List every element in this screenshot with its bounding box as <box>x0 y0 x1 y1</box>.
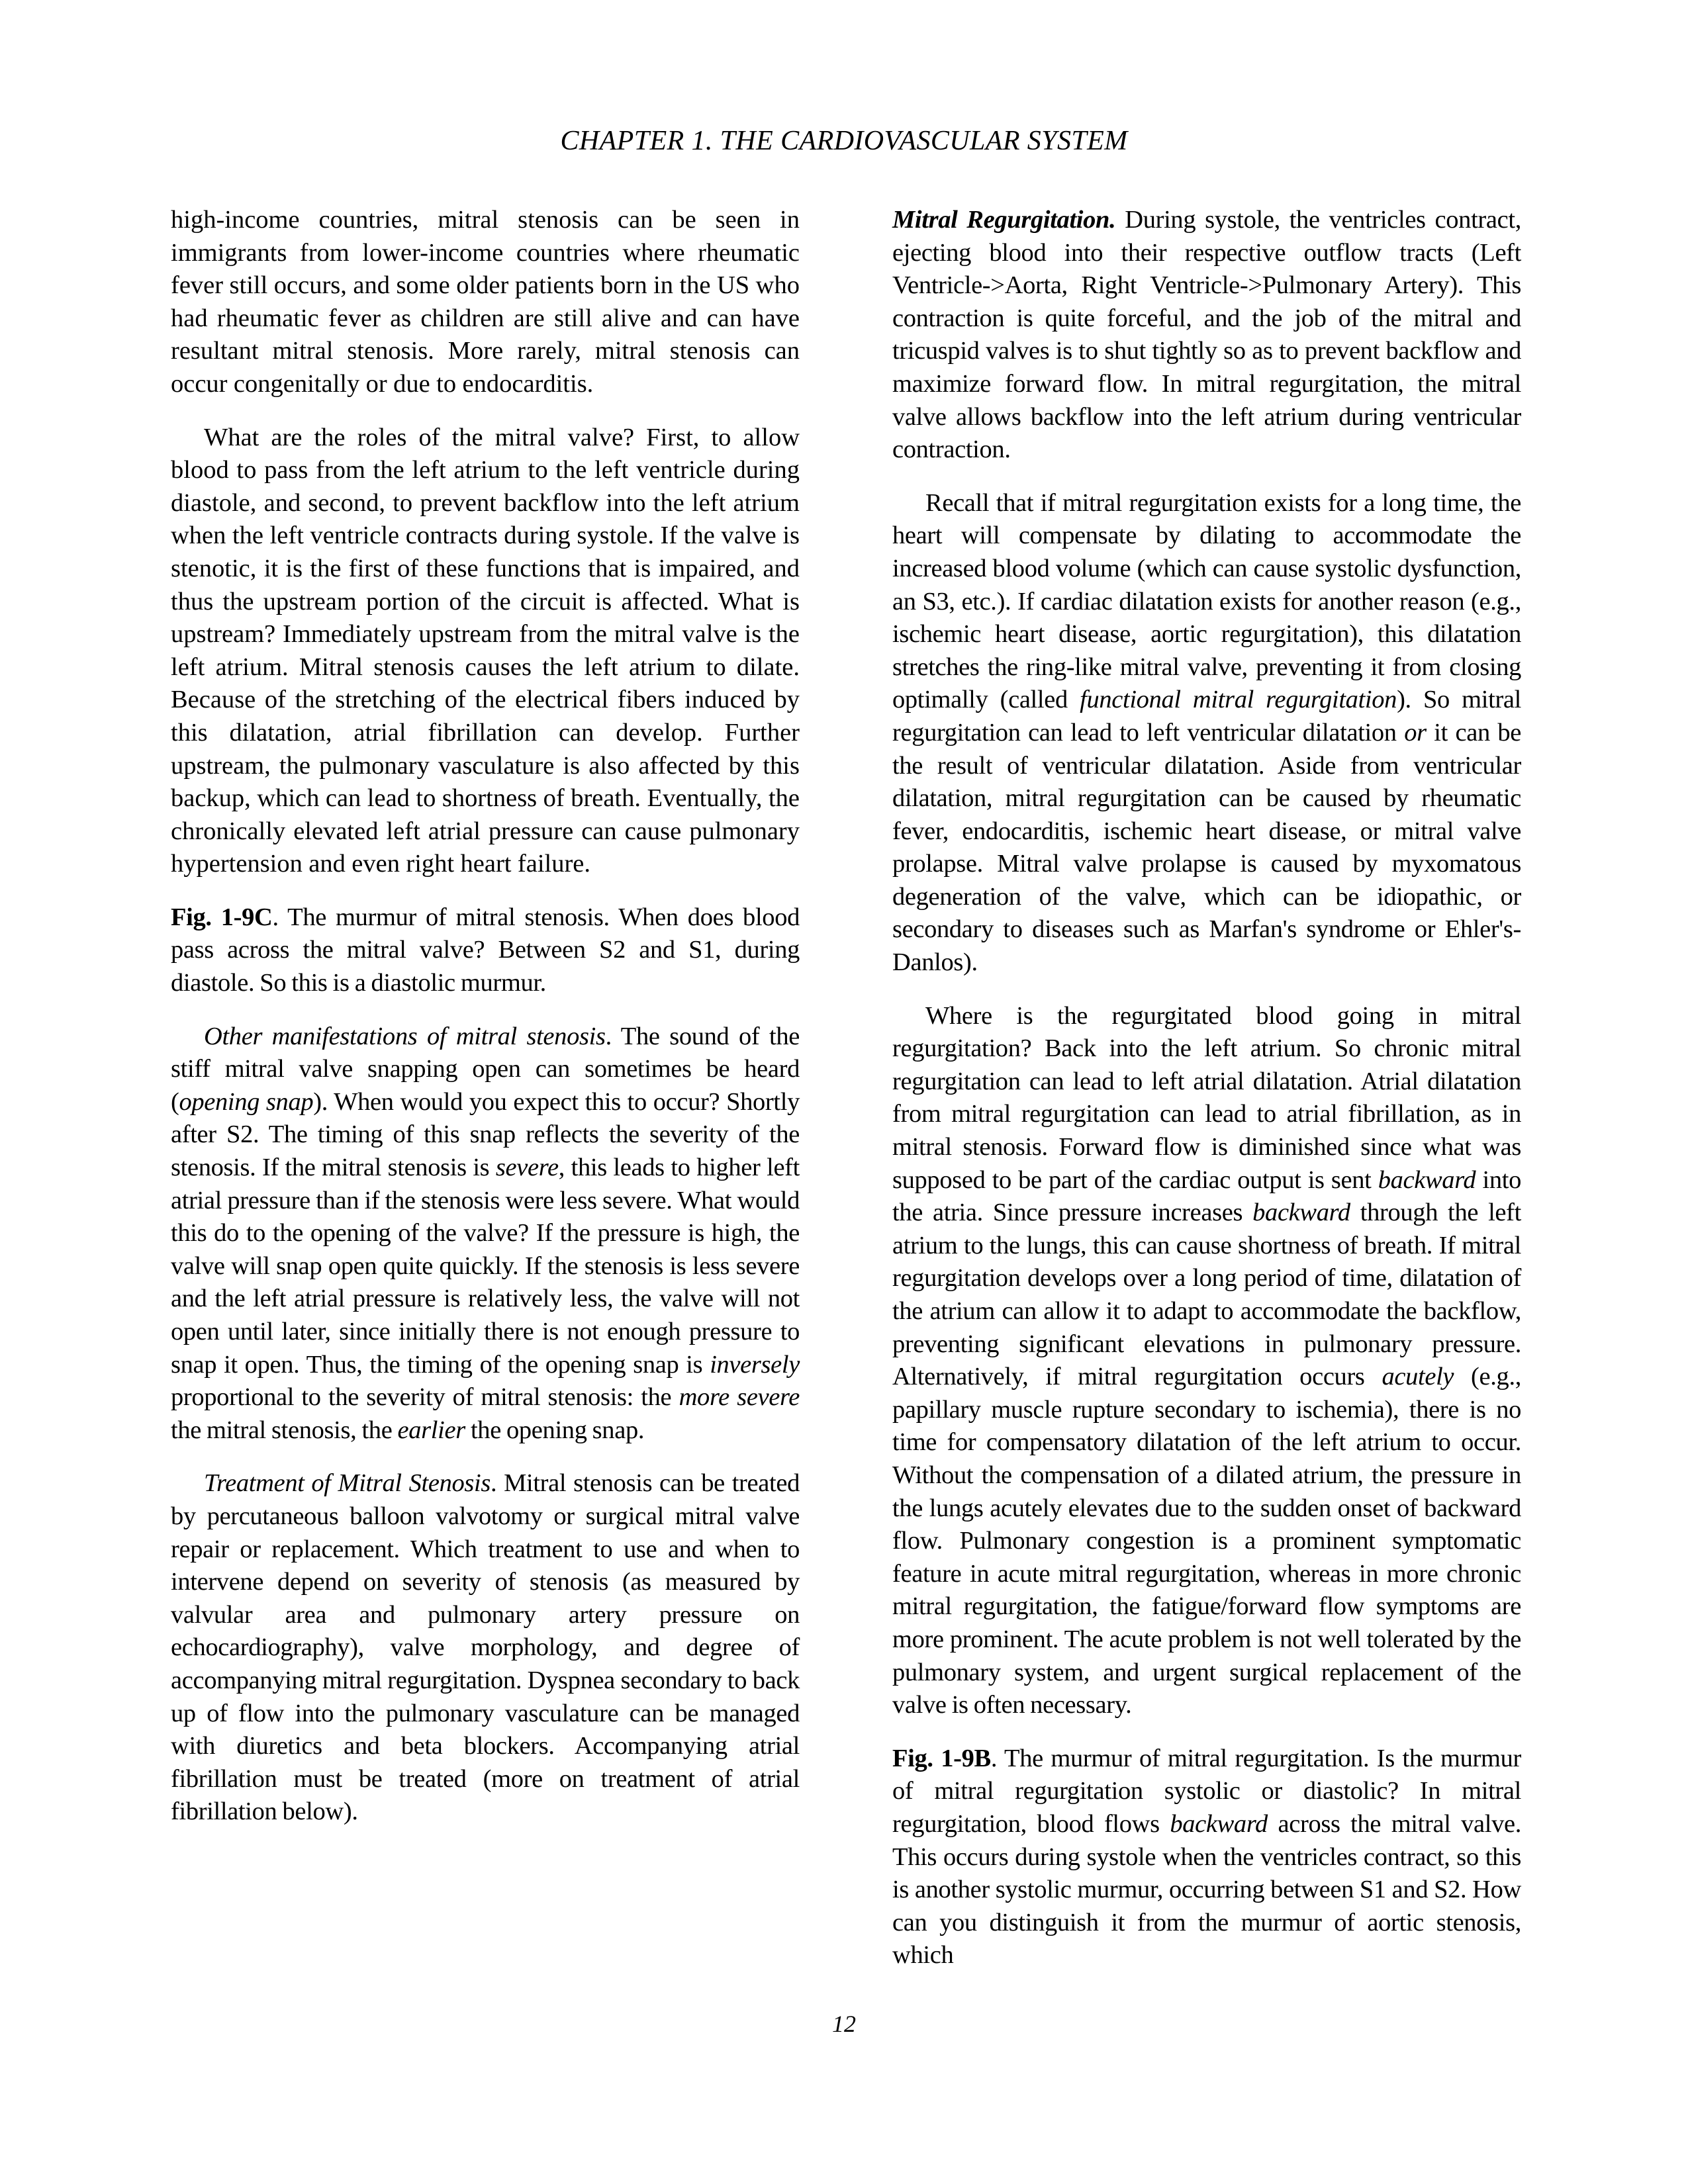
body-text: the opening snap. <box>465 1416 645 1444</box>
body-text: the mitral stenosis, the <box>171 1416 398 1444</box>
paragraph <box>892 487 1521 979</box>
paragraph <box>892 204 1521 467</box>
figure-label: Fig. 1-9C <box>171 903 273 931</box>
emphasis-text: backward <box>1170 1809 1268 1838</box>
emphasis-text: backward <box>1252 1199 1350 1227</box>
paragraph <box>171 204 800 401</box>
emphasis-text: inversely <box>710 1350 800 1379</box>
body-text: . Mitral stenosis can be treated by percutaneous balloon valvotomy or surgical mitral valve repair or replacement. Which treatment to use and when to intervene depend on severity of stenosis (as measured by valvular area and pulmonary artery pressure on echocardiography), valve morphology, and degree of accompanying mitral regurgitation. Dyspnea secondary to back up of flow into the pulmonary vasculature can be managed with diuretics and beta blockers. Accompanying atrial fibrillation must be treated (more on treatment of atrial fibrillation below). <box>171 1469 800 1826</box>
body-text: (e.g., papillary muscle rupture secondary to ischemia), there is no time for compensatory dilatation of the left atrium to occur. Without the compensation of a dilated atrium, the pressure in the lungs acutely elevates due to the sudden onset of backward flow. Pulmonary congestion is a prominent symptomatic feature in acute mitral regurgitation, whereas in more chronic mitral regurgitation, the fatigue/forward flow symptoms are more prominent. The acute problem is not well tolerated by the pulmonary system, and urgent surgical replacement of the valve is often necessary. <box>892 1363 1521 1719</box>
paragraph <box>892 1743 1521 1972</box>
emphasis-text: more severe <box>679 1383 800 1412</box>
emphasis-text: backward <box>1378 1165 1476 1194</box>
running-head: CHAPTER 1. THE CARDIOVASCULAR SYSTEM <box>560 126 1128 156</box>
emphasis-text: severe <box>495 1154 559 1182</box>
paragraph <box>171 901 800 1000</box>
body-text: high-income countries, mitral stenosis can be seen in immigrants from lower-income countries where rheumatic fever still occurs, and some older patients born in the US who had rheumatic fever as children are still alive and can have resultant mitral stenosis. More rarely, mitral stenosis can occur congenitally or due to endocarditis. <box>171 206 800 398</box>
body-text: ). When would you expect this to occur? Shortly after S2. The timing of this snap reflects the severity of the stenosis. If the mitral stenosis is <box>171 1087 800 1182</box>
body-text: . The sound of the stiff mitral valve snapping open can sometimes be heard ( <box>171 1022 800 1116</box>
emphasis-text: Other manifestations of mitral stenosis <box>204 1022 606 1050</box>
body-text: . The murmur of mitral regurgitation. Is the murmur of mitral regurgitation systolic or diastolic? In mitral regurgitation, blood flows <box>892 1744 1521 1838</box>
body-text: it can be the result of ventricular dilatation. Aside from ventricular dilatation, mitral regurgitation can be caused by rheumatic fever, endocarditis, ischemic heart disease, or mitral valve prolapse. Mitral valve prolapse is caused by myxomatous degeneration of the valve, which can be idiopathic, or secondary to diseases such as Marfan's syndrome or Ehler's-Danlos). <box>892 718 1521 977</box>
body-text: ). So mitral regurgitation can lead to left ventricular dilatation <box>892 686 1521 747</box>
body-columns <box>171 204 1522 1970</box>
emphasis-text: acutely <box>1382 1363 1454 1391</box>
emphasis-text: opening snap <box>179 1087 314 1116</box>
figure-label: Fig. 1-9B <box>892 1744 991 1772</box>
body-text: What are the roles of the mitral valve? First, to allow blood to pass from the left atrium to the left ventricle during diastole, and second, to prevent backflow into the left atrium when the left ventricle contracts during systole. If the valve is stenotic, it is the first of these functions that is impaired, and thus the upstream portion of the circuit is affected. What is upstream? Immediately upstream from the mitral valve is the left atrium. Mitral stenosis causes the left atrium to dilate. Because of the stretching of the electrical fibers induced by this dilatation, atrial fibrillation can develop. Further upstream, the pulmonary vasculature is also affected by this backup, which can lead to shortness of breath. Eventually, the chronically elevated left atrial pressure can cause pulmonary hypertension and even right heart failure. <box>171 423 800 878</box>
right-text-column <box>892 204 1522 1970</box>
body-text: into the atria. Since pressure increases <box>892 1165 1521 1227</box>
paragraph <box>171 422 800 881</box>
emphasis-text: earlier <box>397 1416 465 1444</box>
paragraph <box>892 1000 1521 1722</box>
body-text: , this leads to higher left atrial pressure than if the stenosis were less severe. What would this do to the opening of the valve? If the pressure is high, the valve will snap open quite quickly. If the stenosis is less severe and the left atrial pressure is relatively less, the valve will not open until later, since initially there is not enough pressure to snap it open. Thus, the timing of the opening snap is <box>171 1154 800 1379</box>
body-text: . The murmur of mitral stenosis. When does blood pass across the mitral valve? Between S2 and S1, during diastole. So this is a diastolic murmur. <box>171 903 800 997</box>
section-heading: Mitral Regurgitation. <box>892 206 1116 234</box>
paragraph <box>171 1021 800 1447</box>
emphasis-text: Treatment of Mitral Stenosis <box>204 1469 491 1498</box>
left-text-column <box>171 204 800 1958</box>
body-text: Where is the regurgitated blood going in mitral regurgitation? Back into the left atrium. So chronic mitral regurgitation can lead to left atrial dilatation. Atrial dilatation from mitral regurgitation can lead to atrial fibrillation, as in mitral stenosis. Forward flow is diminished since what was supposed to be part of the cardiac output is sent <box>892 1001 1521 1194</box>
emphasis-text: or <box>1404 718 1427 747</box>
emphasis-text: functional mitral regurgitation <box>1080 686 1397 714</box>
paragraph <box>171 1467 800 1829</box>
body-text: Recall that if mitral regurgitation exists for a long time, the heart will compensate by dilating to accommodate the increased blood volume (which can cause systolic dysfunction, an S3, etc.). If cardiac dilatation exists for another reason (e.g., ischemic heart disease, aortic regurgitation), this dilatation stretches the ring-like mitral valve, preventing it from closing optimally (called <box>892 488 1521 714</box>
body-text: across the mitral valve. This occurs during systole when the ventricles contract, so this is another systolic murmur, occurring between S1 and S2. How can you distinguish it from the murmur of aortic stenosis, which <box>892 1809 1522 1970</box>
body-text: through the left atrium to the lungs, this can cause shortness of breath. If mitral regurgitation develops over a long period of time, dilatation of the atrium can allow it to adapt to accommodate the backflow, preventing significant elevations in pulmonary pressure. Alternatively, if mitral regurgitation occurs <box>892 1199 1521 1391</box>
body-text: proportional to the severity of mitral stenosis: the <box>171 1383 679 1412</box>
page-number: 12 <box>832 2011 856 2037</box>
body-text: During systole, the ventricles contract, ejecting blood into their respective outflow tracts (Left Ventricle->Aorta, Right Ventricle->Pulmonary Artery). This contraction is quite forceful, and the job of the mitral and tricuspid valves is to shut tightly so as to prevent backflow and maximize forward flow. In mitral regurgitation, the mitral valve allows backflow into the left atrium during ventricular contraction. <box>892 206 1521 464</box>
